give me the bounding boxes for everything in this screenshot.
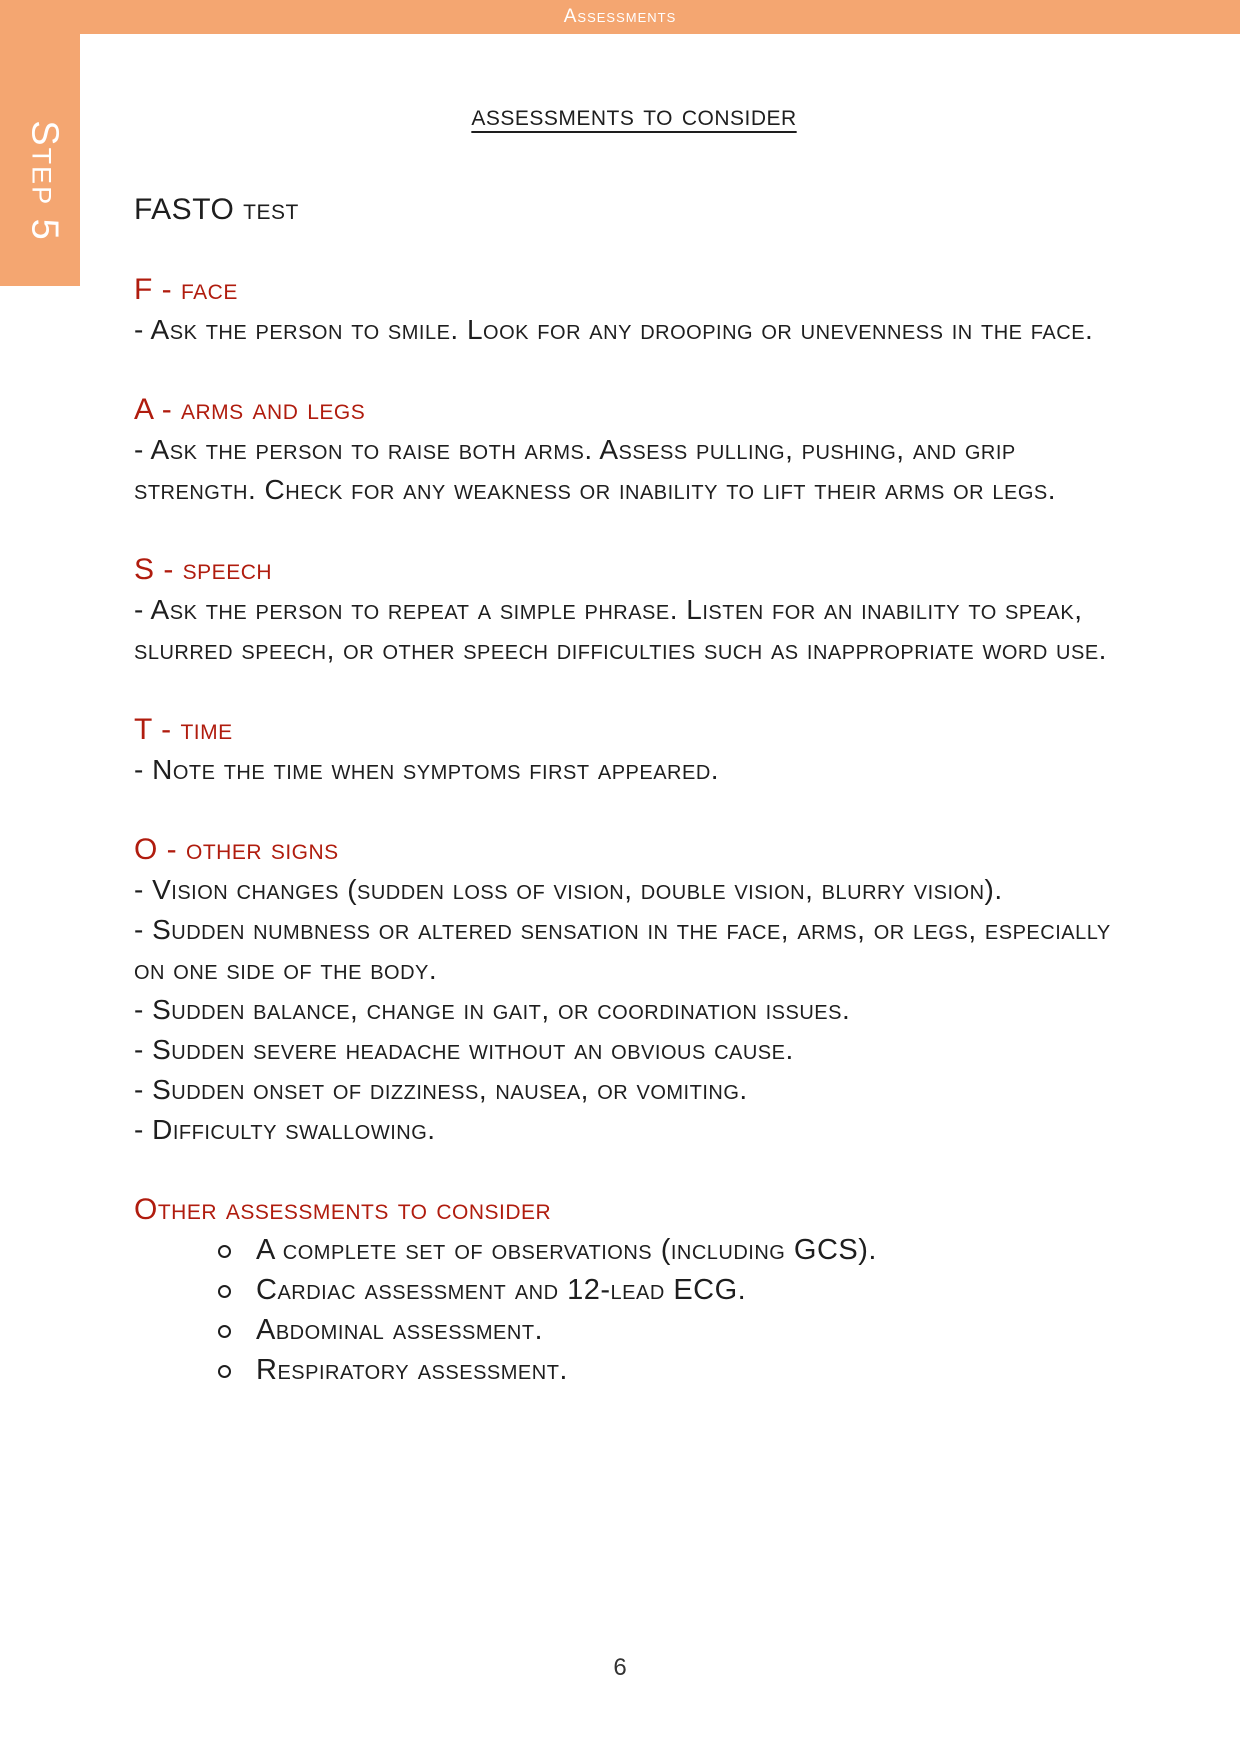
section-line: - Sudden onset of dizziness, nausea, or vomiting.	[134, 1074, 748, 1105]
page-title: assessments to consider	[471, 99, 797, 132]
list-item	[218, 1350, 1134, 1390]
section-speech	[134, 550, 1134, 670]
section-heading: A - arms and legs	[134, 393, 366, 426]
step-tab	[0, 34, 80, 286]
section-heading: Other assessments to consider	[134, 1193, 552, 1226]
section-arms-legs	[134, 390, 1134, 510]
section-line: - Vision changes (sudden loss of vision, double vision, blurry vision).	[134, 874, 1003, 905]
list-item-text: Abdominal assessment.	[256, 1314, 544, 1346]
section-line: - Note the time when symptoms first appeared.	[134, 754, 720, 785]
section-line: - Sudden numbness or altered sensation in the face, arms, or legs, especially on one side of the body.	[134, 914, 1111, 985]
sections-container	[134, 270, 1134, 1430]
section-line: - Ask the person to raise both arms. Assess pulling, pushing, and grip strength. Check for any weakness or inability to lift their arms or legs.	[134, 434, 1057, 505]
circle-bullet-icon	[218, 1365, 231, 1378]
list-item-text: Respiratory assessment.	[256, 1354, 568, 1386]
step-tab-label: Step 5	[23, 120, 66, 242]
page-number: 6	[613, 1654, 627, 1681]
section-body	[134, 750, 1134, 790]
list-item	[218, 1310, 1134, 1350]
section-line: - Sudden severe headache without an obvious cause.	[134, 1034, 794, 1065]
section-line: - Ask the person to repeat a simple phrase. Listen for an inability to speak, slurred speech, or other speech difficulties such as inappropriate word use.	[134, 594, 1107, 665]
list-item	[218, 1230, 1134, 1270]
list-item-text: A complete set of observations (including GCS).	[256, 1234, 877, 1266]
section-other-signs	[134, 830, 1134, 1150]
section-line: - Sudden balance, change in gait, or coordination issues.	[134, 994, 851, 1025]
circle-bullet-icon	[218, 1325, 231, 1338]
header-title: Assessments	[563, 6, 677, 27]
list-item-text: Cardiac assessment and 12-lead ECG.	[256, 1274, 747, 1306]
assessment-list	[134, 1230, 1134, 1390]
section-line: - Ask the person to smile. Look for any drooping or unevenness in the face.	[134, 314, 1094, 345]
circle-bullet-icon	[218, 1285, 231, 1298]
section-face	[134, 270, 1134, 350]
circle-bullet-icon	[218, 1245, 231, 1258]
test-title: FASTO test	[134, 193, 299, 226]
section-heading: O - other signs	[134, 833, 339, 866]
section-body	[134, 870, 1134, 1150]
section-heading: S - speech	[134, 553, 273, 586]
header-bar	[0, 0, 1240, 34]
section-heading: F - face	[134, 273, 238, 306]
section-heading: T - time	[134, 713, 233, 746]
section-line: - Difficulty swallowing.	[134, 1114, 436, 1145]
section-other-assessments	[134, 1190, 1134, 1390]
section-body	[134, 590, 1134, 670]
section-body	[134, 310, 1134, 350]
section-body	[134, 430, 1134, 510]
section-time	[134, 710, 1134, 790]
list-item	[218, 1270, 1134, 1310]
